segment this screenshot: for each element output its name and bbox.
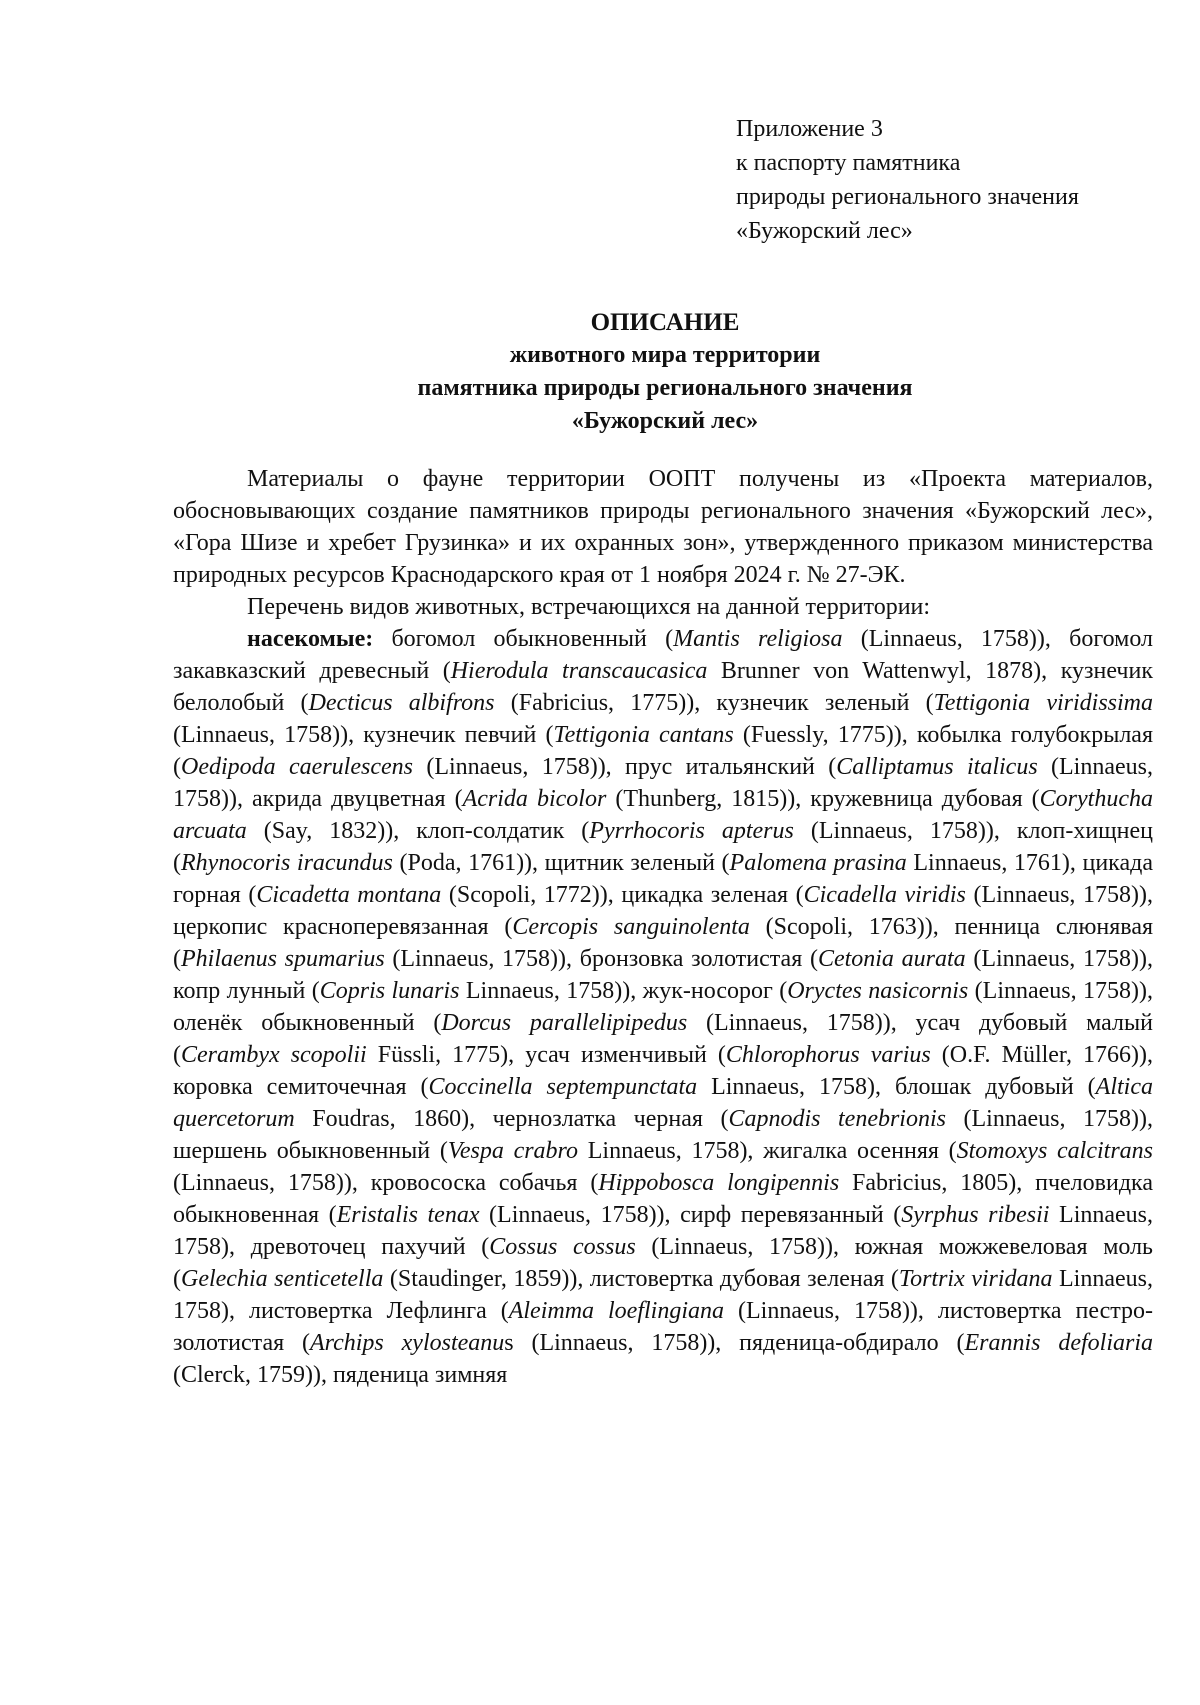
appendix-line-2: к паспорту памятника (736, 150, 961, 176)
species-latin-name: Tettigonia viridissima (933, 690, 1153, 716)
species-latin-name: Calliptamus italicus (836, 754, 1038, 780)
appendix-header (736, 112, 1079, 248)
species-latin-name: Cicadella viridis (803, 882, 966, 908)
species-text: Fabricius, 1805), пчеловидка обыкновенная ( (173, 1170, 1153, 1228)
species-text: (Clerck, 1759)), пяденица зимняя (173, 1362, 508, 1388)
species-latin-name: Cicadetta montana (256, 882, 442, 908)
species-text: Linnaeus, 1758), листовертка Лефлинга ( (173, 1266, 1153, 1324)
paragraph-insects (173, 623, 1153, 1391)
insects-species-list (173, 626, 1153, 1388)
species-latin-name: Capnodis tenebrionis (728, 1106, 946, 1132)
title-line-2: животного мира территории (509, 342, 821, 368)
insects-heading: насекомые: (247, 626, 374, 652)
species-text: Füssli, 1775), усач изменчивый ( (366, 1042, 726, 1068)
species-latin-name: Cetonia aurata (817, 946, 966, 972)
species-text: Linnaeus, 1761), цикада горная ( (173, 850, 1153, 908)
species-text: (Linnaeus, 1758)), усач дубовый малый ( (173, 1010, 1153, 1068)
species-latin-name: Tettigonia cantans (553, 722, 734, 748)
appendix-line-4: «Бужорский лес» (736, 218, 913, 244)
species-text: Foudras, 1860), чернозлатка черная ( (294, 1106, 729, 1132)
species-latin-name: Tortrix viridana (898, 1266, 1053, 1292)
species-latin-name: Oedipoda caerulescens (181, 754, 413, 780)
species-text: Linnaeus, 1758)), жук-носорог ( (459, 978, 788, 1004)
species-latin-name: Acrida bicolor (462, 786, 607, 812)
species-text: (Linnaeus, 1758)), акрида двуцветная ( (173, 754, 1153, 812)
species-latin-name: Aleimma loeflingiana (508, 1298, 725, 1324)
species-latin-name: Palomena prasina (729, 850, 907, 876)
paragraph-sources: Материалы о фауне территории ООПТ получены из «Проекта материалов, обосновывающих создание памятников природы регионального значения «Бужорский лес», «Гора Шизе и хребет Грузинка» и их охранных зон», утвержденного приказом министерства природных ресурсов Краснодарского края от 1 ноября 2024 г. № 27-ЭК. (173, 466, 1153, 588)
species-text: (Linnaeus, 1758)), южная можжевеловая моль ( (173, 1234, 1153, 1292)
species-text: (Linnaeus, 1758)), сирф перевязанный ( (479, 1202, 902, 1228)
species-text: Linnaeus, 1758), блошак дубовый ( (697, 1074, 1096, 1100)
title-line-3: памятника природы регионального значения (417, 375, 913, 401)
species-latin-name: Erannis defoliaria (964, 1330, 1154, 1356)
species-text: (Linnaeus, 1758)), клоп-хищнец ( (173, 818, 1153, 876)
species-latin-name: Cossus cossus (489, 1234, 636, 1260)
species-latin-name: Syrphus ribesii (901, 1202, 1050, 1228)
species-text: (Linnaeus, 1758)), шершень обыкновенный ( (173, 1106, 1153, 1164)
species-latin-name: Dorcus parallelipipedus (441, 1010, 688, 1036)
species-text: (Linnaeus, 1758)), листовертка пестро-золотистая ( (173, 1298, 1154, 1356)
species-latin-name: Philaenus spumarius (181, 946, 385, 972)
species-latin-name: Chlorophorus varius (725, 1042, 931, 1068)
species-text: (Scopoli, 1772)), цикадка зеленая ( (441, 882, 804, 908)
title-main: ОПИСАНИЕ (590, 309, 740, 336)
appendix-line-3: природы регионального значения (736, 184, 1079, 210)
species-text: (Linnaeus, 1758)), копр лунный ( (173, 946, 1153, 1004)
species-latin-name: Oryctes nasicornis (787, 978, 969, 1004)
species-text: (Linnaeus, 1758)), бронзовка золотистая ( (384, 946, 818, 972)
species-text: (Linnaeus, 1758)), прус итальянский ( (412, 754, 837, 780)
species-latin-name: Cercopis sanguinolenta (512, 914, 750, 940)
species-text: (Linnaeus, 1758)), богомол закавказский древесный ( (173, 626, 1153, 684)
species-text: (Scopoli, 1763)), пенница слюнявая ( (173, 914, 1154, 972)
species-latin-name: Archips xylosteanu (310, 1330, 505, 1356)
species-text: (O.F. Müller, 1766)), коровка семиточечная ( (173, 1042, 1153, 1100)
species-latin-name: Stomoxys calcitrans (956, 1138, 1154, 1164)
species-text: s (Linnaeus, 1758)), пяденица-обдирало ( (504, 1330, 965, 1356)
species-latin-name: Hierodula transcaucasica (450, 658, 708, 684)
species-text: (Linnaeus, 1758)), церкопис красноперевязанная ( (173, 882, 1153, 940)
species-text: Linnaeus, 1758), древоточец пахучий ( (173, 1202, 1154, 1260)
species-latin-name: Copris lunaris (319, 978, 460, 1004)
species-latin-name: Vespa crabro (447, 1138, 579, 1164)
species-text: Linnaeus, 1758), жигалка осенняя ( (578, 1138, 957, 1164)
document-title (0, 306, 1200, 438)
species-latin-name: Cerambyx scopolii (181, 1042, 367, 1068)
species-latin-name: Mantis religiosa (673, 626, 843, 652)
species-latin-name: Altica quercetorum (173, 1074, 1153, 1132)
species-latin-name: Eristalis tenax (336, 1202, 480, 1228)
document-body (173, 463, 1153, 1391)
species-latin-name: Rhynocoris iracundus (181, 850, 393, 876)
species-text: (Thunberg, 1815)), кружевница дубовая ( (606, 786, 1040, 812)
species-text: (Linnaeus, 1758)), кровососка собачья ( (173, 1170, 599, 1196)
species-latin-name: Gelechia senticetella (181, 1266, 384, 1292)
species-text: (Linnaeus, 1758)), оленёк обыкновенный ( (173, 978, 1154, 1036)
title-line-4: «Бужорский лес» (571, 408, 759, 434)
species-text: (Fuessly, 1775)), кобылка голубокрылая ( (173, 722, 1153, 780)
species-latin-name: Hippobosca longipennis (598, 1170, 840, 1196)
species-latin-name: Decticus albifrons (308, 690, 495, 716)
species-latin-name: Coccinella septempunctata (428, 1074, 698, 1100)
paragraph-list-intro: Перечень видов животных, встречающихся на данной территории: (247, 594, 931, 620)
species-latin-name: Corythucha arcuata (173, 786, 1153, 844)
species-text: (Poda, 1761)), щитник зеленый ( (392, 850, 730, 876)
appendix-line-1: Приложение 3 (736, 116, 883, 142)
species-text: Brunner von Wattenwyl, 1878), кузнечик белолобый ( (173, 658, 1153, 716)
species-text: (Linnaeus, 1758)), кузнечик певчий ( (173, 722, 554, 748)
species-text: (Staudinger, 1859)), листовертка дубовая зеленая ( (383, 1266, 899, 1292)
species-text: (Say, 1832)), клоп-солдатик ( (246, 818, 590, 844)
species-text: богомол обыкновенный ( (373, 626, 674, 652)
species-latin-name: Pyrrhocoris apterus (589, 818, 794, 844)
species-text: (Fabricius, 1775)), кузнечик зеленый ( (494, 690, 934, 716)
